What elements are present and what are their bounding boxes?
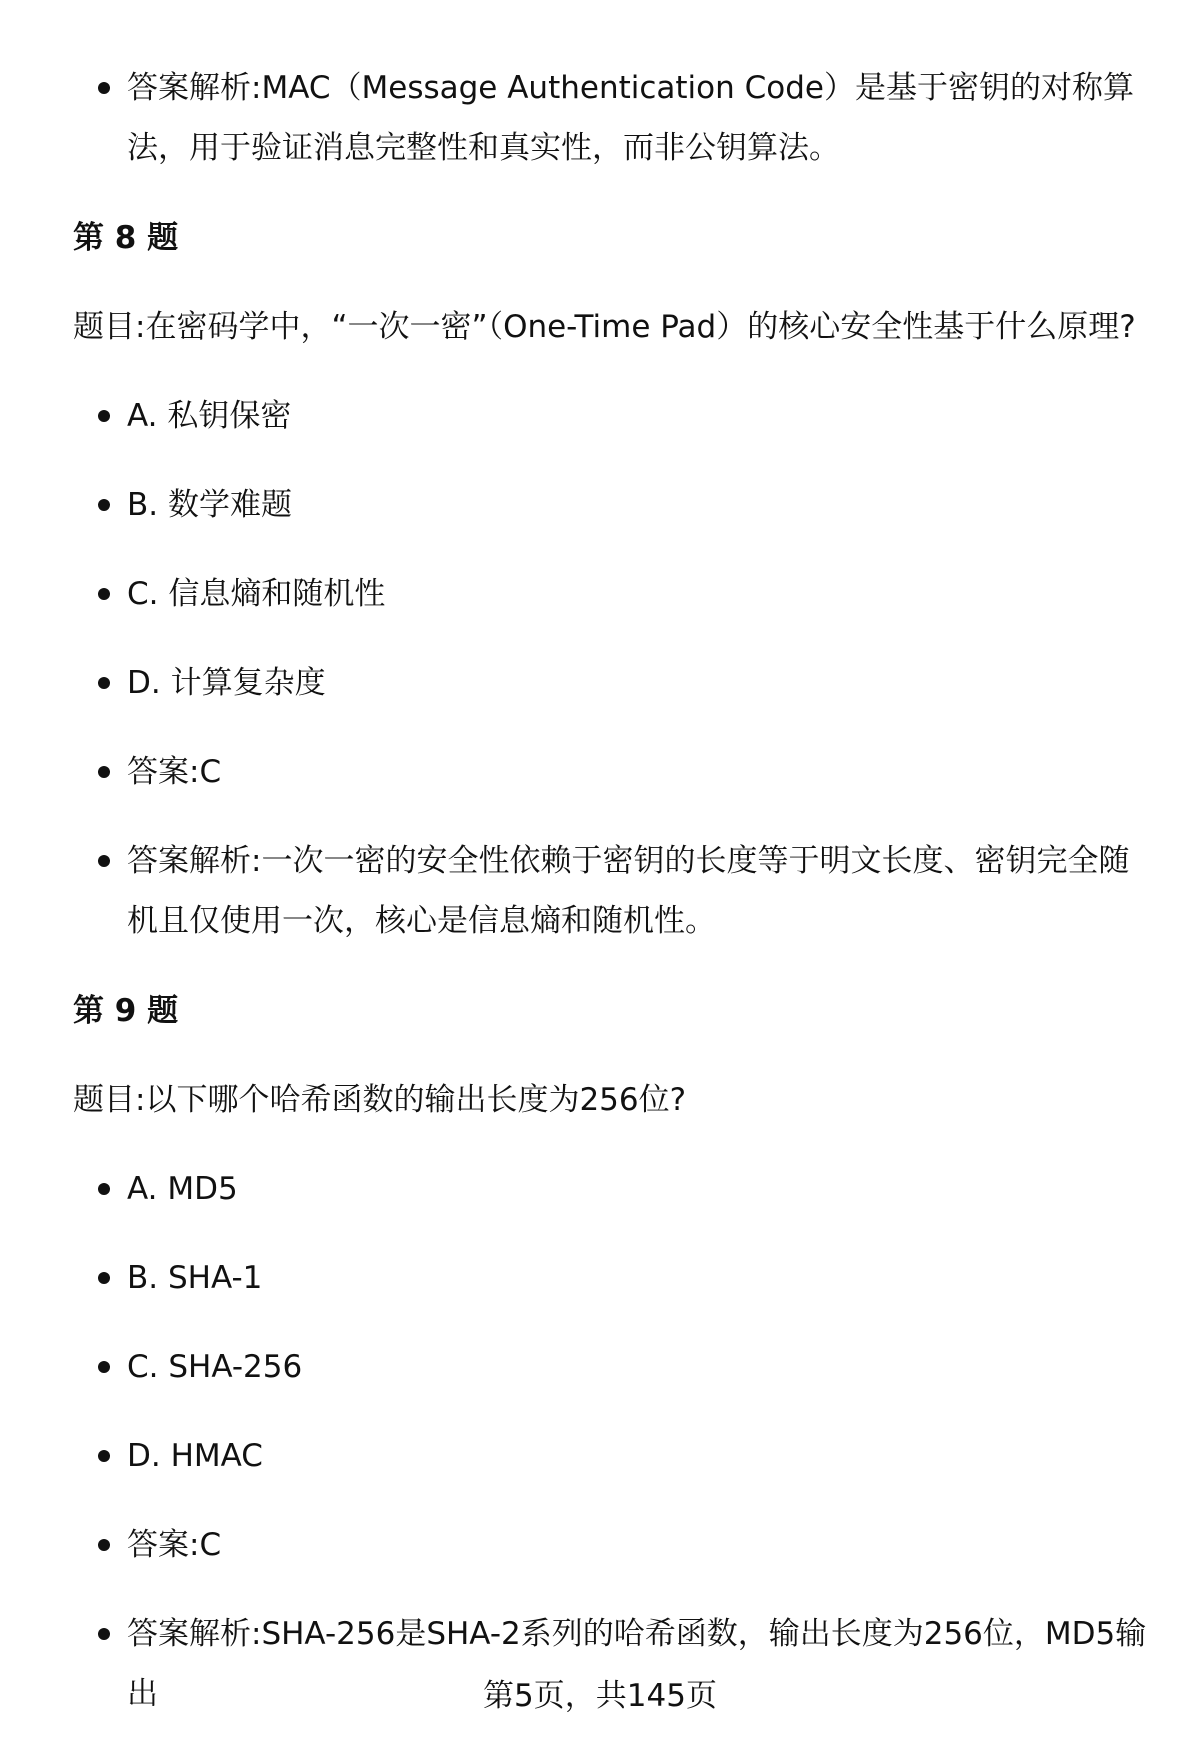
option-b: B. 数学难题 xyxy=(127,487,292,523)
answer-explanation: 答案解析:MAC（Message Authentication Code）是基于密钥的对称算法，用于验证消息完整性和真实性，而非公钥算法。 xyxy=(127,70,1134,166)
bullet-icon xyxy=(98,410,110,422)
option-a: A. 私钥保密 xyxy=(127,398,292,434)
bullet-icon xyxy=(98,677,110,689)
option-b: B. SHA-1 xyxy=(127,1260,263,1296)
bullet-icon xyxy=(98,82,110,94)
question-heading: 第 8 题 xyxy=(73,220,179,256)
answer-explanation: 答案解析:SHA-256是SHA-2系列的哈希函数，输出长度为256位，MD5输出 xyxy=(127,1616,1147,1712)
answer: 答案:C xyxy=(127,1527,222,1563)
question-heading: 第 9 题 xyxy=(73,993,179,1029)
bullet-icon xyxy=(98,1272,110,1284)
bullet-icon xyxy=(98,1361,110,1373)
bullet-icon xyxy=(98,1183,110,1195)
answer-explanation: 答案解析:一次一密的安全性依赖于密钥的长度等于明文长度、密钥完全随机且仅使用一次，核心是信息熵和随机性。 xyxy=(127,843,1130,939)
bullet-icon xyxy=(98,588,110,600)
option-c: C. 信息熵和随机性 xyxy=(127,576,386,612)
option-d: D. HMAC xyxy=(127,1438,263,1474)
question-text: 题目:以下哪个哈希函数的输出长度为256位? xyxy=(73,1082,687,1118)
bullet-icon xyxy=(98,1539,110,1551)
option-d: D. 计算复杂度 xyxy=(127,665,326,701)
question-text: 题目:在密码学中，“一次一密”（One-Time Pad）的核心安全性基于什么原理? xyxy=(73,309,1136,345)
bullet-icon xyxy=(98,1450,110,1462)
page-number: 第5页，共145页 xyxy=(483,1678,717,1714)
bullet-icon xyxy=(98,766,110,778)
bullet-icon xyxy=(98,855,110,867)
option-a: A. MD5 xyxy=(127,1171,238,1207)
bullet-icon xyxy=(98,1628,110,1640)
answer: 答案:C xyxy=(127,754,222,790)
option-c: C. SHA-256 xyxy=(127,1349,303,1385)
bullet-icon xyxy=(98,499,110,511)
